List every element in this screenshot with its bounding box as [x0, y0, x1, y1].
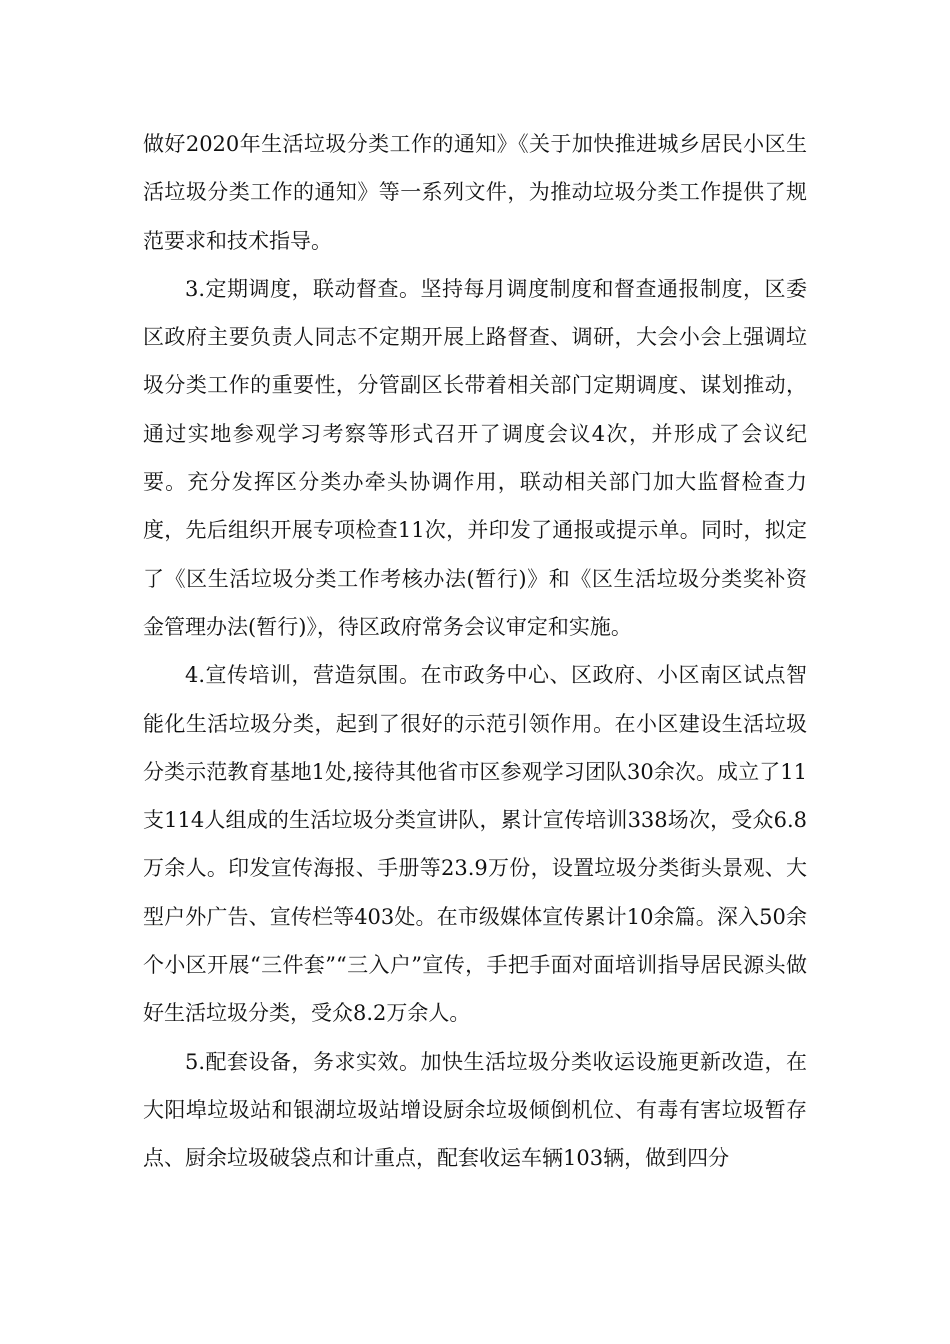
paragraph-item-3: 3.定期调度，联动督查。坚持每月调度制度和督查通报制度，区委区政府主要负责人同志不定期开展上路督查、调研，大会小会上强调垃圾分类工作的重要性，分管副区长带着相关部门定期调度、谋划推动，通过实地参观学习考察等形式召开了调度会议4次，并形成了会议纪要。充分发挥区分类办牵头协调作用，联动相关部门加大监督检查力度，先后组织开展专项检查11次，并印发了通报或提示单。同时，拟定了《区生活垃圾分类工作考核办法(暂行)》和《区生活垃圾分类奖补资金管理办法(暂行)》，待区政府常务会议审定和实施。 [143, 276, 807, 639]
document-page [143, 120, 807, 1183]
paragraph-item-5: 5.配套设备，务求实效。加快生活垃圾分类收运设施更新改造，在大阳埠垃圾站和银湖垃圾站增设厨余垃圾倾倒机位、有毒有害垃圾暂存点、厨余垃圾破袋点和计重点，配套收运车辆103辆，做到四分 [143, 1049, 807, 1171]
paragraph-item-4: 4.宣传培训，营造氛围。在市政务中心、区政府、小区南区试点智能化生活垃圾分类，起到了很好的示范引领作用。在小区建设生活垃圾分类示范教育基地1处,接待其他省市区参观学习团队30余次。成立了11支114人组成的生活垃圾分类宣讲队，累计宣传培训338场次，受众6.8万余人。印发宣传海报、手册等23.9万份，设置垃圾分类街头景观、大型户外广告、宣传栏等403处。在市级媒体宣传累计10余篇。深入50余个小区开展“三件套”“三入户”宣传，手把手面对面培训指导居民源头做好生活垃圾分类，受众8.2万余人。 [143, 663, 807, 1026]
paragraph-intro-continuation: 做好2020年生活垃圾分类工作的通知》《关于加快推进城乡居民小区生活垃圾分类工作的通知》等一系列文件，为推动垃圾分类工作提供了规范要求和技术指导。 [143, 132, 807, 253]
